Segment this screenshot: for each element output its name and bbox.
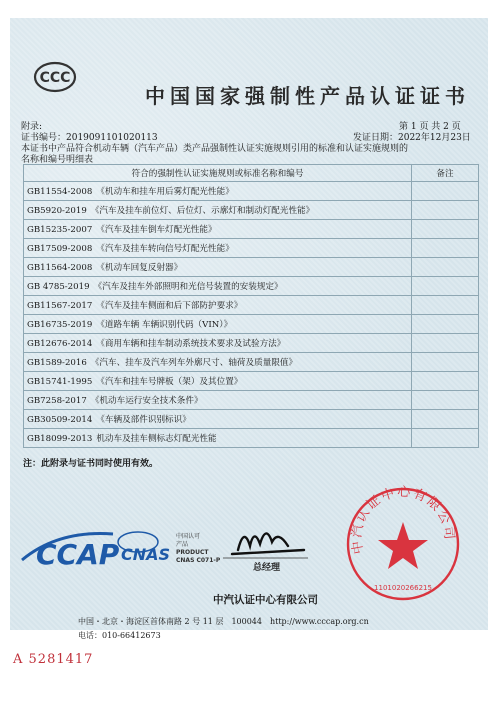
remark-cell: [412, 239, 479, 258]
table-row: [24, 353, 479, 372]
standard-name: 《汽车及挂车外部照明和光信号装置的安装规定》: [93, 282, 283, 292]
certificate-title: 中国国家强制性产品认证证书: [145, 84, 470, 108]
standard-code: GB15741-1995: [27, 377, 93, 387]
remark-cell: [412, 201, 479, 220]
table-row: [24, 372, 479, 391]
standard-name: 《机动车运行安全技术条件》: [90, 396, 203, 406]
remark-cell: [412, 391, 479, 410]
standard-code: GB7258-2017: [27, 396, 87, 406]
remark-column-header: 备注: [412, 165, 479, 182]
footer-organization: 中汽认证中心有限公司: [213, 594, 318, 606]
seal-number: 1101020266215: [374, 584, 432, 592]
table-header-row: [24, 165, 479, 182]
table-row: [24, 258, 479, 277]
remark-cell: [412, 258, 479, 277]
standard-code: GB11564-2008: [27, 263, 93, 273]
svg-text:CCC: CCC: [39, 70, 71, 86]
standard-name: 机动车及挂车侧标志灯配光性能: [96, 434, 217, 444]
ccap-logo: [22, 534, 120, 571]
standard-cell: [24, 220, 412, 239]
cnas-logo: [118, 532, 221, 564]
standard-cell: [24, 277, 412, 296]
footer-address: 中国・北京・海淀区首体南路 2 号 11 层 100044 http://www.cccap.org.cn: [78, 617, 369, 626]
remark-cell: [412, 334, 479, 353]
standard-name: 《道路车辆 车辆识别代码（VIN）》: [96, 320, 233, 330]
standard-cell: [24, 334, 412, 353]
standard-cell: [24, 353, 412, 372]
remark-cell: [412, 220, 479, 239]
table-row: [24, 296, 479, 315]
seal-text: 中汽认证中心有限公司: [349, 484, 457, 556]
standard-name: 《商用车辆和挂车制动系统技术要求及试验方法》: [96, 339, 286, 349]
standard-column-header: 符合的强制性认证实施规则或标准名称和编号: [24, 165, 412, 182]
standard-name: 《机动车回复反射器》: [96, 263, 183, 273]
standard-cell: [24, 410, 412, 429]
table-row: [24, 391, 479, 410]
remark-cell: [412, 353, 479, 372]
standards-table: [23, 164, 479, 448]
table-row: [24, 334, 479, 353]
remark-cell: [412, 429, 479, 448]
standard-cell: [24, 296, 412, 315]
standard-name: 《汽车及挂车转向信号灯配光性能》: [96, 244, 234, 254]
standard-name: 《机动车和挂车用后雾灯配光性能》: [96, 187, 234, 197]
cnas-text: CNAS: [121, 545, 171, 564]
standard-name: 《车辆及部件识别标识》: [96, 415, 191, 425]
standard-code: GB15235-2007: [27, 225, 93, 235]
standard-code: GB16735-2019: [27, 320, 93, 330]
standard-cell: [24, 182, 412, 201]
standard-name: 《汽车及挂车侧面和后下部防护要求》: [96, 301, 243, 311]
intro-text-line1: 本证书中产品符合机动车辆（汽车产品）类产品强制性认证实施规则引用的标准和认证实施规则的: [21, 144, 409, 154]
standard-cell: [24, 391, 412, 410]
standard-cell: [24, 429, 412, 448]
footer-telephone: 电话：010-66412673: [78, 631, 161, 640]
issue-date: 发证日期：2022年12月23日: [353, 133, 471, 143]
table-row: [24, 182, 479, 201]
standard-code: GB 4785-2019: [27, 282, 90, 292]
standard-name: 《汽车及挂车前位灯、后位灯、示廓灯和制动灯配光性能》: [90, 206, 315, 216]
standard-cell: [24, 201, 412, 220]
seal-star-icon: [378, 522, 428, 569]
ccc-mark-logo: [33, 61, 77, 93]
appendix-note: 注：此附录与证书同时使用有效。: [23, 459, 159, 469]
standard-name: 《汽车及挂车倒车灯配光性能》: [96, 225, 217, 235]
cnas-en-label2: CNAS C071-P: [176, 557, 221, 564]
intro-text-line2: 名称和编号明细表: [21, 155, 94, 165]
standard-code: GB18099-2013: [27, 434, 93, 444]
table-row: [24, 277, 479, 296]
standard-cell: [24, 372, 412, 391]
standard-name: 《汽车和挂车号牌板（架）及其位置》: [96, 377, 243, 387]
standard-cell: [24, 258, 412, 277]
standard-code: GB5920-2019: [27, 206, 87, 216]
standard-cell: [24, 239, 412, 258]
handwritten-signature: [232, 533, 304, 554]
remark-cell: [412, 296, 479, 315]
standard-code: GB17509-2008: [27, 244, 93, 254]
serial-number: A 5281417: [13, 652, 94, 667]
standard-name: 《汽车、挂车及汽车列车外廓尺寸、轴荷及质量限值》: [90, 358, 298, 368]
standard-code: GB11567-2017: [27, 301, 93, 311]
cnas-en-label1: PRODUCT: [176, 549, 209, 556]
remark-cell: [412, 182, 479, 201]
table-row: [24, 239, 479, 258]
standard-code: GB11554-2008: [27, 187, 93, 197]
signer-title: 总经理: [253, 563, 281, 573]
table-row: [24, 410, 479, 429]
standard-code: GB1589-2016: [27, 358, 87, 368]
footer-logos: [18, 520, 318, 580]
remark-cell: [412, 410, 479, 429]
attachment-label: 附录:: [21, 122, 43, 132]
page-info: 第 1 页 共 2 页: [399, 122, 461, 132]
table-row: [24, 429, 479, 448]
certificate-number: 证书编号：2019091101020113: [21, 133, 158, 143]
remark-cell: [412, 372, 479, 391]
standard-code: GB30509-2014: [27, 415, 93, 425]
table-row: [24, 220, 479, 239]
cnas-cn-label1: 中国认可: [176, 533, 201, 540]
ccap-text: CCAP: [36, 538, 120, 571]
remark-cell: [412, 277, 479, 296]
standard-cell: [24, 315, 412, 334]
official-seal: [343, 484, 463, 604]
table-row: [24, 201, 479, 220]
table-row: [24, 315, 479, 334]
standard-code: GB12676-2014: [27, 339, 93, 349]
remark-cell: [412, 315, 479, 334]
cnas-cn-label2: 产品: [176, 541, 189, 548]
